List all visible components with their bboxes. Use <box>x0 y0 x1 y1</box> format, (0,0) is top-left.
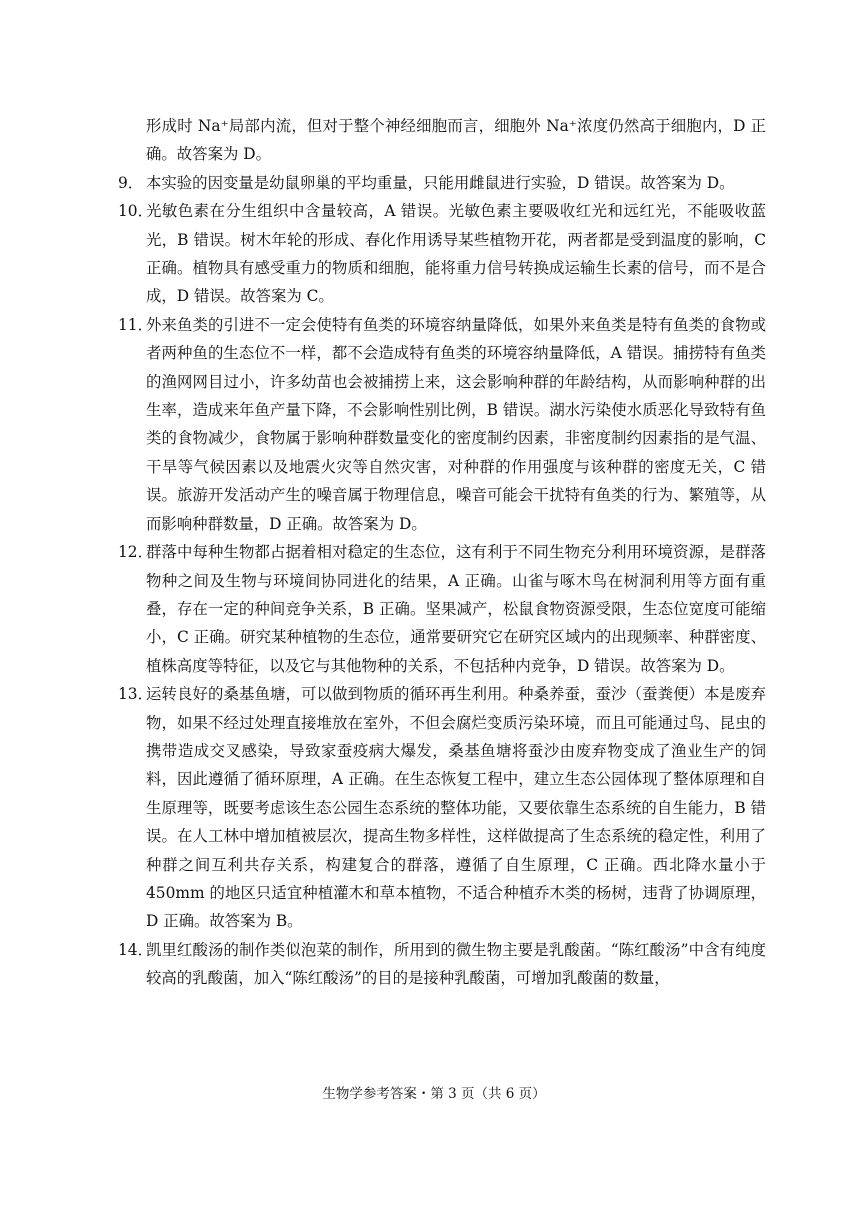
answer-item-14 <box>118 936 766 993</box>
answer-number: 14． <box>118 940 153 959</box>
answer-item-9 <box>118 169 766 197</box>
page-footer: 生物学参考答案・第 3 页（共 6 页） <box>322 1086 546 1102</box>
answer-item-13 <box>118 680 766 936</box>
answer-text: 运转良好的桑基鱼塘，可以做到物质的循环再生利用。种桑养蚕，蚕沙（蚕粪便）本是废弃物，如果不经过处理直接堆放在室外，不但会腐烂变质污染环境，而且可能通过鸟、昆虫的携带造成交叉感染，导致家蚕疫病大爆发，桑基鱼塘将蚕沙由废弃物变成了渔业生产的饲料，因此遵循了循环原理，A 正确。在生态恢复工程中，建立生态公园体现了整体原理和自生原理等，既要考虑该生态公园生态系统的整体功能，又要依靠生态系统的自生能力，B 错误。在人工林中增加植被层次，提高生物多样性，这样做提高了生态系统的稳定性，利用了种群之间互利共存关系，构建复合的群落，遵循了自生原理，C 正确。西北降水量小于 450mm 的地区只适宜种植灌木和草本植物，不适合种植乔木类的杨树，违背了协调原理，D 正确。故答案为 B。 <box>146 685 766 931</box>
answer-item-12 <box>118 538 766 680</box>
answer-text: 凯里红酸汤的制作类似泡菜的制作，所用到的微生物主要是乳酸菌。“陈红酸汤”中含有纯度较高的乳酸菌，加入“陈红酸汤”的目的是接种乳酸菌，可增加乳酸菌的数量， <box>146 940 766 988</box>
answer-text: 本实验的因变量是幼鼠卵巢的平均重量，只能用雌鼠进行实验，D 错误。故答案为 D。 <box>146 173 735 192</box>
answer-item-8-continued <box>118 112 766 169</box>
answer-text: 群落中每种生物都占据着相对稳定的生态位，这有利于不同生物充分利用环境资源，是群落物种之间及生物与环境间协同进化的结果，A 正确。山雀与啄木鸟在树洞利用等方面有重叠，存在一定的种间竞争关系，B 正确。坚果减产，松鼠食物资源受限，生态位宽度可能缩小，C 正确。研究某种植物的生态位，通常要研究它在研究区域内的出现频率、种群密度、植株高度等特征，以及它与其他物种的关系，不包括种内竞争，D 错误。故答案为 D。 <box>146 543 766 675</box>
answer-list <box>118 112 766 993</box>
answer-item-10 <box>118 197 766 311</box>
answer-text: 形成时 Na⁺局部内流，但对于整个神经细胞而言，细胞外 Na⁺浓度仍然高于细胞内，D 正确。故答案为 D。 <box>146 117 766 164</box>
answer-text: 光敏色素在分生组织中含量较高，A 错误。光敏色素主要吸收红光和远红光，不能吸收蓝光，B 错误。树木年轮的形成、春化作用诱导某些植物开花，两者都是受到温度的影响，C 正确。植物具有感受重力的物质和细胞，能将重力信号转换成运输生长素的信号，而不是合成，D 错误。故答案为 C。 <box>146 202 766 306</box>
answer-number: 11． <box>118 315 153 334</box>
answer-number: 13． <box>118 685 153 704</box>
answer-number: 12． <box>118 543 153 562</box>
answer-number: 9． <box>118 173 144 192</box>
answer-text: 外来鱼类的引进不一定会使特有鱼类的环境容纳量降低，如果外来鱼类是特有鱼类的食物或者两种鱼的生态位不一样，都不会造成特有鱼类的环境容纳量降低，A 错误。捕捞特有鱼类的渔网网目过小，许多幼苗也会被捕捞上来，这会影响种群的年龄结构，从而影响种群的出生率，造成来年鱼产量下降，不会影响性别比例，B 错误。湖水污染使水质恶化导致特有鱼类的食物减少，食物属于影响种群数量变化的密度制约因素，非密度制约因素指的是气温、干旱等气候因素以及地震火灾等自然灾害，对种群的作用强度与该种群的密度无关，C 错误。旅游开发活动产生的噪音属于物理信息，噪音可能会干扰特有鱼类的行为、繁殖等，从而影响种群数量，D 正确。故答案为 D。 <box>146 315 766 533</box>
answer-item-11 <box>118 311 766 538</box>
answer-number: 10． <box>118 202 153 221</box>
